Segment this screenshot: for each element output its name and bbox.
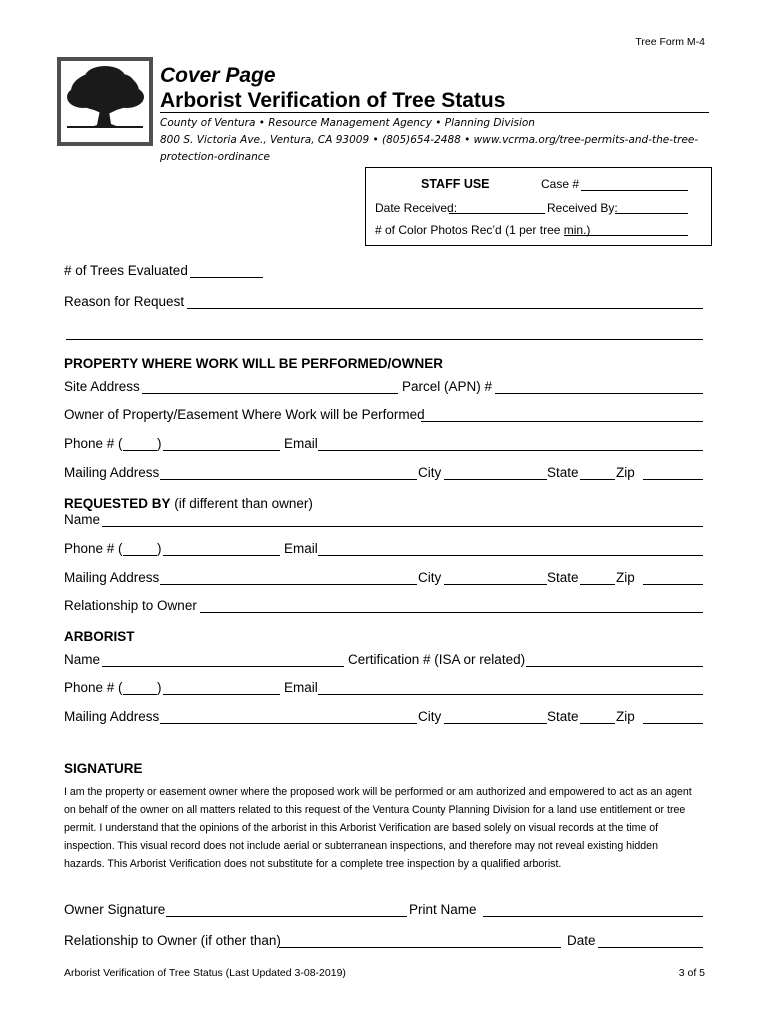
arborist-mailing-field[interactable] <box>160 723 417 724</box>
owner-email-field[interactable] <box>318 450 703 451</box>
owner-zip-field[interactable] <box>643 479 703 480</box>
owner-city-field[interactable] <box>444 479 547 480</box>
requester-phone-field[interactable] <box>163 555 280 556</box>
requester-mailing-label: Mailing Address <box>64 570 160 585</box>
requester-email-label: Email <box>284 541 318 556</box>
sig-relationship-label: Relationship to Owner (if other than) <box>64 933 281 948</box>
date-field[interactable] <box>598 947 703 948</box>
requested-by-heading <box>64 496 313 512</box>
owner-signature-field[interactable] <box>166 916 407 917</box>
arborist-state-field[interactable] <box>580 723 615 724</box>
requester-zip-field[interactable] <box>643 584 703 585</box>
staff-use-title: STAFF USE <box>421 177 490 191</box>
arborist-heading: ARBORIST <box>64 629 135 644</box>
arborist-phone-field[interactable] <box>163 694 280 695</box>
footer-page-number: 3 of 5 <box>678 967 705 979</box>
received-by-field[interactable] <box>615 213 688 214</box>
requester-relationship-label: Relationship to Owner <box>64 598 197 613</box>
page-title: Arborist Verification of Tree Status <box>160 89 506 112</box>
owner-state-label: State <box>547 465 579 480</box>
arborist-phone-label: Phone # ( <box>64 680 123 695</box>
requested-by-note: (if different than owner) <box>174 496 313 511</box>
property-heading: PROPERTY WHERE WORK WILL BE PERFORMED/OWNER <box>64 356 444 371</box>
form-id: Tree Form M-4 <box>635 36 705 48</box>
case-label: Case # <box>541 177 580 191</box>
owner-signature-label: Owner Signature <box>64 902 166 917</box>
arborist-cert-label: Certification # (ISA or related) <box>348 652 526 667</box>
owner-field[interactable] <box>421 421 703 422</box>
address-line-2: protection-ordinance <box>160 151 270 163</box>
arborist-cert-field[interactable] <box>526 666 703 667</box>
arborist-email-label: Email <box>284 680 318 695</box>
print-name-label: Print Name <box>409 902 477 917</box>
requester-phone-close: ) <box>157 541 162 556</box>
title-underline <box>160 112 709 113</box>
address-line-1: 800 S. Victoria Ave., Ventura, CA 93009 • (805)654-2488 • www.vcrma.org/tree-permits-and-the-tree- <box>160 134 699 146</box>
owner-zip-label: Zip <box>616 465 635 480</box>
requester-area-code-field[interactable] <box>123 555 157 556</box>
arborist-email-field[interactable] <box>318 694 703 695</box>
parcel-field[interactable] <box>495 393 703 394</box>
reason-label: Reason for Request <box>64 294 185 309</box>
owner-area-code-field[interactable] <box>123 450 157 451</box>
requester-email-field[interactable] <box>318 555 703 556</box>
arborist-city-field[interactable] <box>444 723 547 724</box>
owner-phone-label: Phone # ( <box>64 436 123 451</box>
case-number-field[interactable] <box>581 190 688 191</box>
owner-label: Owner of Property/Easement Where Work will be Performed <box>64 407 425 422</box>
parcel-label: Parcel (APN) # <box>402 379 493 394</box>
arborist-mailing-label: Mailing Address <box>64 709 160 724</box>
signature-para-line: on behalf of the owner on all matters related to this request of the Ventura County Planning Division for a land use entitlement or tree <box>64 804 686 816</box>
requester-city-field[interactable] <box>444 584 547 585</box>
photos-label: # of Color Photos Rec’d (1 per tree min.) <box>375 223 591 237</box>
site-address-field[interactable] <box>142 393 398 394</box>
owner-email-label: Email <box>284 436 318 451</box>
signature-para-line: I am the property or easement owner where the proposed work will be performed or am authorized and empowered to act as an agent <box>64 786 692 798</box>
trees-evaluated-label: # of Trees Evaluated <box>64 263 188 278</box>
trees-evaluated-field[interactable] <box>190 277 263 278</box>
signature-heading: SIGNATURE <box>64 761 143 776</box>
owner-mailing-field[interactable] <box>160 479 417 480</box>
arborist-zip-field[interactable] <box>643 723 703 724</box>
date-received-label: Date Received: <box>375 201 458 215</box>
agency-line: County of Ventura • Resource Management Agency • Planning Division <box>160 117 535 129</box>
requester-state-field[interactable] <box>580 584 615 585</box>
sig-relationship-field[interactable] <box>279 947 561 948</box>
requester-mailing-field[interactable] <box>160 584 417 585</box>
owner-state-field[interactable] <box>580 479 615 480</box>
reason-field-line-2[interactable] <box>66 339 703 340</box>
reason-field-line-1[interactable] <box>187 308 703 309</box>
photos-count-field[interactable] <box>564 235 688 236</box>
owner-city-label: City <box>418 465 442 480</box>
requested-by-title: REQUESTED BY <box>64 496 171 511</box>
requester-name-label: Name <box>64 512 101 527</box>
requester-name-field[interactable] <box>102 526 703 527</box>
arborist-area-code-field[interactable] <box>123 694 157 695</box>
print-name-field[interactable] <box>483 916 703 917</box>
arborist-city-label: City <box>418 709 442 724</box>
site-address-label: Site Address <box>64 379 140 394</box>
requester-zip-label: Zip <box>616 570 635 585</box>
requester-phone-label: Phone # ( <box>64 541 123 556</box>
requester-state-label: State <box>547 570 579 585</box>
signature-para-line: hazards. This Arborist Verification does not substitute for a complete tree inspection by a qualified arborist. <box>64 858 562 870</box>
owner-phone-field[interactable] <box>163 450 280 451</box>
signature-para-line: inspection. This visual record does not include aerial or subterranean inspections, and therefore may not reveal existing hidden <box>64 840 658 852</box>
requester-relationship-field[interactable] <box>200 612 703 613</box>
title-cover-page: Cover Page <box>160 64 276 87</box>
arborist-name-field[interactable] <box>102 666 344 667</box>
arborist-zip-label: Zip <box>616 709 635 724</box>
oak-tree-icon <box>61 61 149 142</box>
date-received-field[interactable] <box>449 213 545 214</box>
owner-mailing-label: Mailing Address <box>64 465 160 480</box>
received-by-label: Received By: <box>547 201 618 215</box>
arborist-phone-close: ) <box>157 680 162 695</box>
footer-left: Arborist Verification of Tree Status (Last Updated 3-08-2019) <box>64 967 346 979</box>
signature-paragraph <box>64 783 692 873</box>
arborist-name-label: Name <box>64 652 101 667</box>
requester-city-label: City <box>418 570 442 585</box>
date-label: Date <box>567 933 596 948</box>
arborist-state-label: State <box>547 709 579 724</box>
signature-para-line: permit. I understand that the opinions of the arborist in this Arborist Verification are based solely on visual records at the time of <box>64 822 659 834</box>
owner-phone-close: ) <box>157 436 162 451</box>
